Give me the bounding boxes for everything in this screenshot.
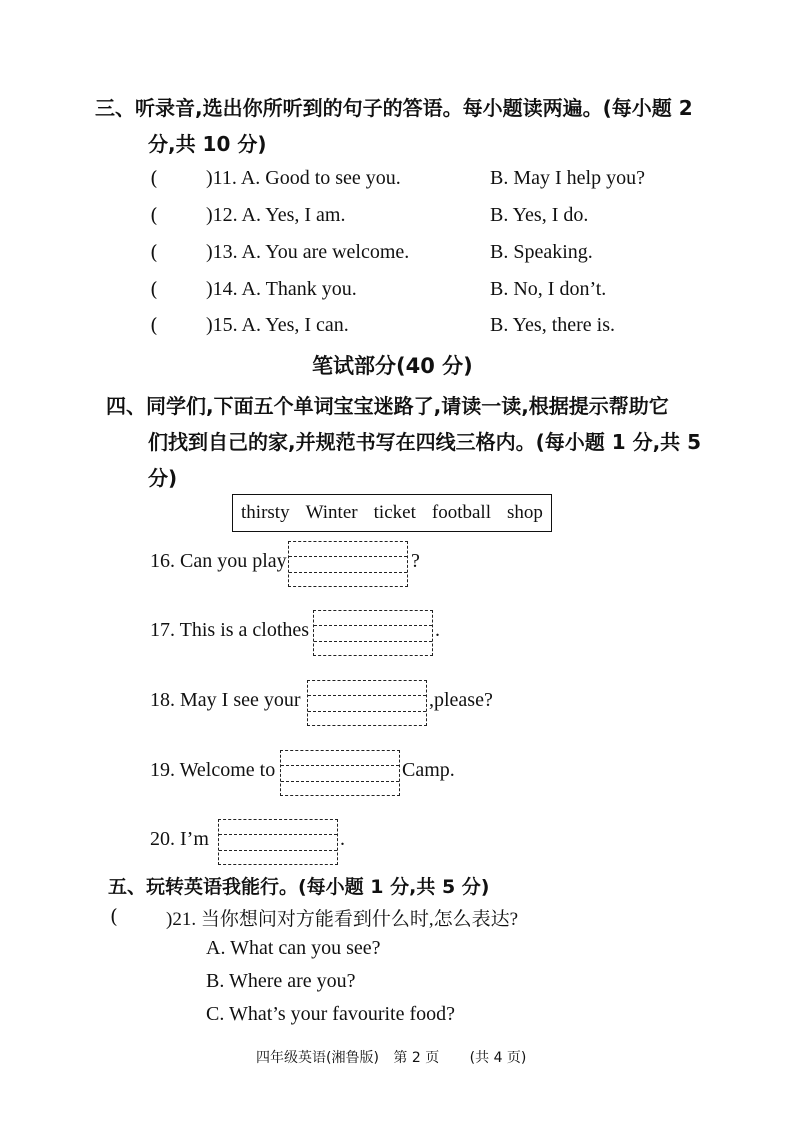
answer-paren[interactable]: ( <box>150 313 158 337</box>
option-b: B. No, I don’t. <box>490 278 607 300</box>
q17-writing-grid[interactable] <box>313 610 433 656</box>
q21-option-c: C. What’s your favourite food? <box>206 1003 456 1025</box>
option-a: )13. A. You are welcome. <box>206 241 410 263</box>
option-b: B. May I help you? <box>490 167 645 189</box>
word-bank-item: Winter <box>305 502 358 523</box>
q20-end: . <box>340 828 345 850</box>
answer-paren[interactable]: ( <box>110 904 118 928</box>
option-a: )12. A. Yes, I am. <box>206 204 346 226</box>
option-a: )11. A. Good to see you. <box>206 167 401 189</box>
written-part-heading: 笔试部分(40 分) <box>312 354 473 378</box>
footer-page: 第 2 页 <box>393 1050 440 1066</box>
answer-paren[interactable]: ( <box>150 240 158 264</box>
q16-writing-grid[interactable] <box>288 541 408 587</box>
footer-total: (共 4 页) <box>469 1050 527 1066</box>
footer <box>256 1047 526 1067</box>
section3-title-line2: 分,共 10 分) <box>148 132 267 156</box>
section4-title-line2: 们找到自己的家,并规范书写在四线三格内。(每小题 1 分,共 5 <box>148 430 702 454</box>
q18-end: ,please? <box>429 689 493 711</box>
q21-option-a: A. What can you see? <box>206 937 381 959</box>
q21-option-b: B. Where are you? <box>206 970 356 992</box>
q17-text: 17. This is a clothes <box>150 619 310 641</box>
answer-paren[interactable]: ( <box>150 203 158 227</box>
q18-writing-grid[interactable] <box>307 680 427 726</box>
option-b: B. Yes, I do. <box>490 204 589 226</box>
section5-title: 五、玩转英语我能行。(每小题 1 分,共 5 分) <box>108 876 490 898</box>
section3-title-line1: 三、听录音,选出你所听到的句子的答语。每小题读两遍。(每小题 2 <box>95 96 693 120</box>
q16-text: 16. Can you play <box>150 550 287 572</box>
q19-text: 19. Welcome to <box>150 759 276 781</box>
word-bank <box>232 494 552 532</box>
q16-end: ? <box>411 550 420 572</box>
section4-title-line1: 四、同学们,下面五个单词宝宝迷路了,请读一读,根据提示帮助它 <box>106 394 669 418</box>
q18-text: 18. May I see your <box>150 689 301 711</box>
q19-writing-grid[interactable] <box>280 750 400 796</box>
word-bank-item: shop <box>507 502 543 523</box>
q20-writing-grid[interactable] <box>218 819 338 865</box>
q20-text: 20. I’m <box>150 828 209 850</box>
section4-title-line3: 分) <box>148 466 178 490</box>
footer-subject: 四年级英语(湘鲁版) <box>256 1050 379 1066</box>
answer-paren[interactable]: ( <box>150 166 158 190</box>
word-bank-item: thirsty <box>241 502 290 523</box>
option-b: B. Yes, there is. <box>490 314 616 336</box>
option-a: )15. A. Yes, I can. <box>206 314 349 336</box>
q21-stem: )21. 当你想问对方能看到什么时,怎么表达? <box>166 909 519 930</box>
q19-end: Camp. <box>402 759 455 781</box>
q17-end: . <box>435 619 440 641</box>
option-a: )14. A. Thank you. <box>206 278 357 300</box>
answer-paren[interactable]: ( <box>150 277 158 301</box>
option-b: B. Speaking. <box>490 241 593 263</box>
word-bank-item: football <box>431 502 491 523</box>
word-bank-item: ticket <box>373 502 416 523</box>
